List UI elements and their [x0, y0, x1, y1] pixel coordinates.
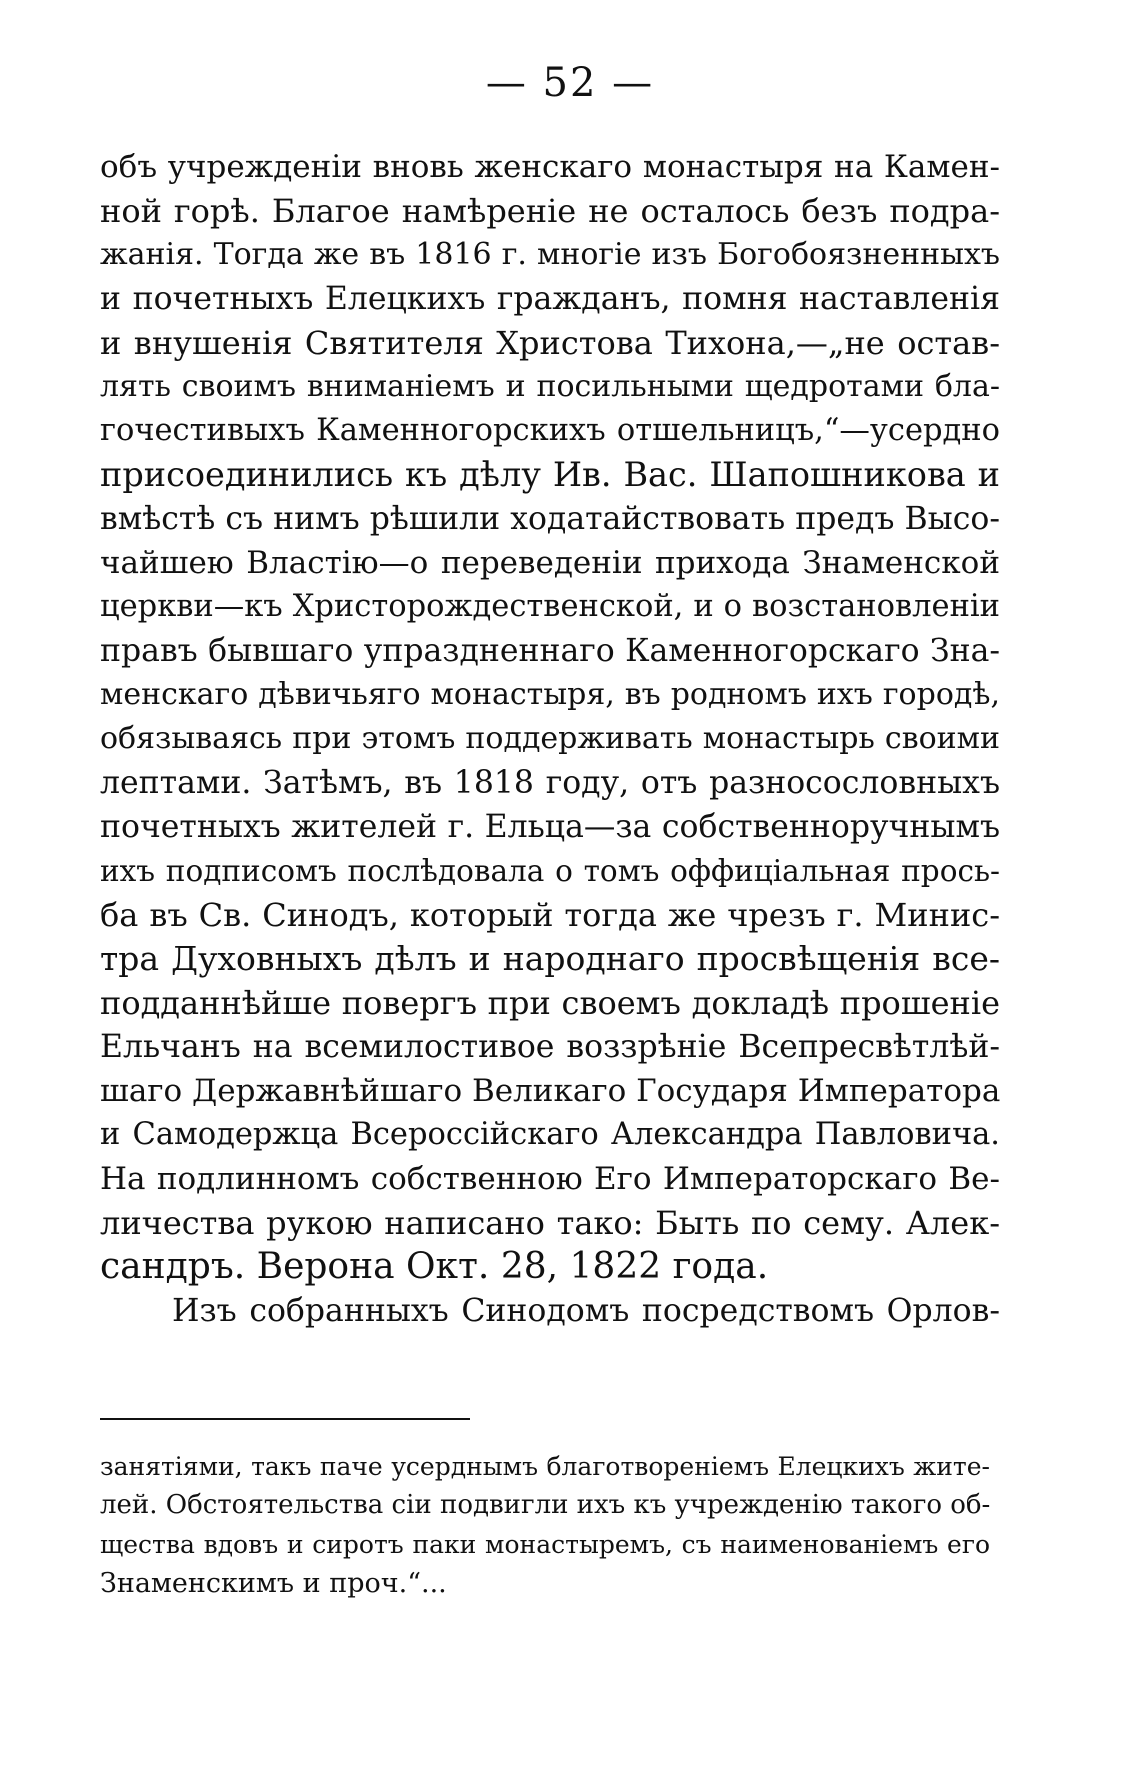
text-line: шаго Державнѣйшаго Великаго Государя Императора — [100, 1073, 1001, 1109]
text-line: гочестивыхъ Каменногорскихъ отшельницъ,“—усердно — [100, 413, 1000, 448]
text-line: тра Духовныхъ дѣлъ и народнаго просвѣщенія все- — [100, 939, 1000, 978]
text-line: правъ бывшаго упраздненнаго Каменногорскаго Зна- — [100, 633, 1000, 669]
text-line: менскаго дѣвичьяго монастыря, въ родномъ ихъ городѣ, — [100, 677, 1000, 712]
footnote-line: занятіями, такъ паче усерднымъ благотвореніемъ Елецкихъ жите- — [100, 1452, 990, 1481]
footnote-line: лей. Обстоятельства сіи подвигли ихъ къ учрежденію такого об- — [100, 1490, 991, 1520]
text-line: На подлинномъ собственною Его Императорскаго Ве- — [100, 1161, 1000, 1197]
main-text — [100, 145, 1000, 1333]
text-line: сандръ. Верона Окт. 28, 1822 года. — [100, 1246, 769, 1287]
text-line: Ельчанъ на всемилостивое воззрѣніе Всепресвѣтлѣй- — [100, 1029, 1000, 1065]
footnote-line: Знаменскимъ и проч.“... — [100, 1568, 447, 1599]
footnote — [100, 1447, 990, 1603]
text-line: личества рукою написано тако: Быть по сему. Алек- — [100, 1204, 1000, 1242]
footnote-line: щества вдовъ и сиротъ паки монастыремъ, съ наименованіемъ его — [100, 1530, 990, 1559]
text-line: церкви—къ Христорождественской, и о возстановленіи — [100, 589, 1000, 624]
text-line: и внушенія Святителя Христова Тихона,—„не остав- — [100, 324, 1000, 362]
text-line: подданнѣйше повергъ при своемъ докладѣ прошеніе — [100, 984, 1000, 1022]
text-line: обязываясь при этомъ поддерживать монастырь своими — [100, 721, 1000, 756]
text-line: объ учрежденіи вновь женскаго монастыря на Камен- — [100, 149, 1000, 185]
text-line: ба въ Св. Синодъ, который тогда же чрезъ г. Минис- — [100, 896, 1000, 934]
text-line: присоединились къ дѣлу Ив. Вас. Шапошникова и — [100, 455, 1000, 494]
text-line: ихъ подписомъ послѣдовала о томъ оффиціальная прось- — [100, 854, 1000, 888]
text-line: чайшею Властію—о переведеніи прихода Знаменской — [100, 545, 1000, 581]
text-line: ной горѣ. Благое намѣреніе не осталось безъ подра- — [100, 192, 1000, 230]
text-line: Изъ собранныхъ Синодомъ посредствомъ Орлов- — [172, 1293, 1000, 1329]
page-number: — 52 — — [485, 60, 655, 106]
text-line: лептами. Затѣмъ, въ 1818 году, отъ разносословныхъ — [100, 765, 1000, 801]
text-line: почетныхъ жителей г. Ельца—за собственноручнымъ — [100, 809, 1000, 845]
text-line: и Самодержца Всероссійскаго Александра Павловича. — [100, 1117, 1000, 1152]
footnote-divider — [100, 1418, 470, 1420]
text-line: вмѣстѣ съ нимъ рѣшили ходатайствовать предъ Высо- — [100, 501, 1000, 537]
text-line: и почетныхъ Елецкихъ гражданъ, помня наставленія — [100, 281, 1000, 317]
text-line: жанія. Тогда же въ 1816 г. многіе изъ Богобоязненныхъ — [100, 237, 1000, 272]
text-line: лять своимъ вниманіемъ и посильными щедротами бла- — [100, 369, 1000, 404]
